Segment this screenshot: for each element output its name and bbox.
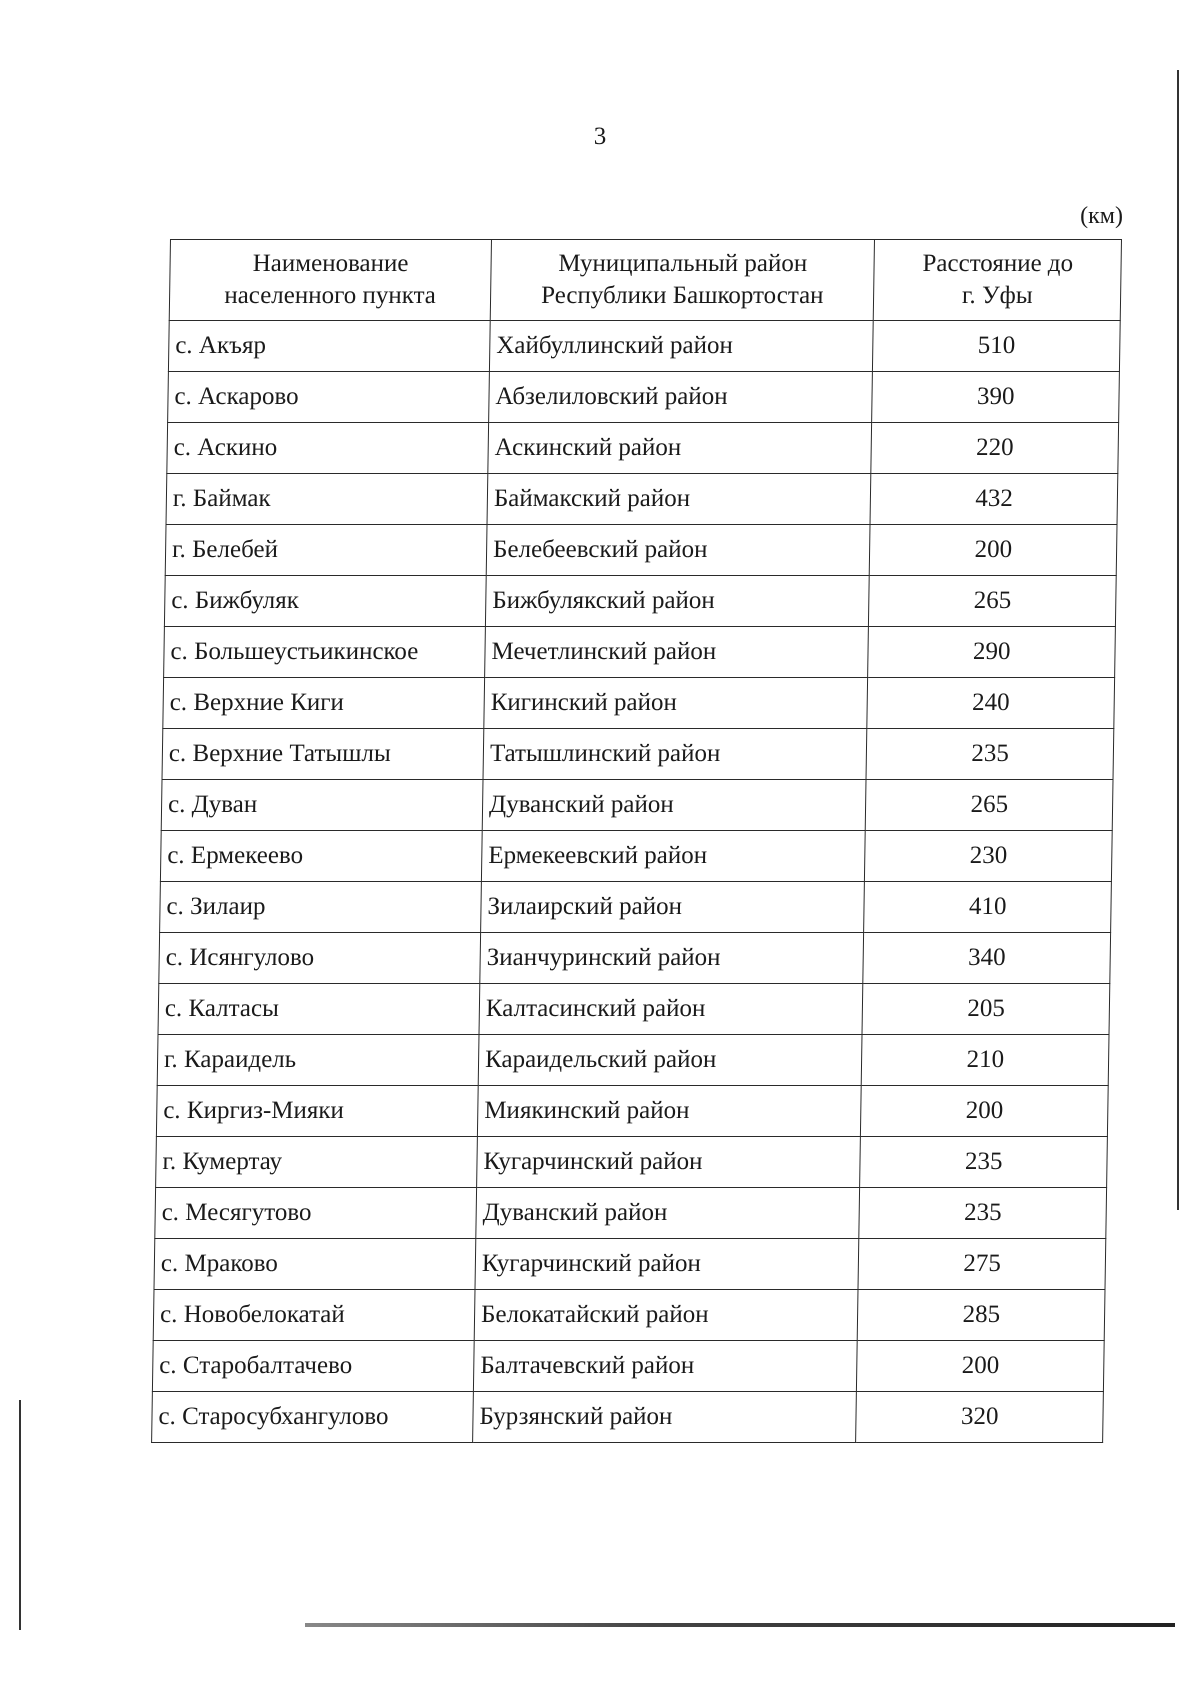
distance-cell: 275 bbox=[858, 1239, 1105, 1290]
table-header-row bbox=[169, 240, 1121, 321]
district-cell: Зилаирский район bbox=[481, 882, 865, 933]
distance-cell: 265 bbox=[869, 576, 1116, 627]
district-cell: Аскинский район bbox=[488, 423, 872, 474]
district-cell: Мечетлинский район bbox=[485, 627, 869, 678]
scan-edge-bottom bbox=[305, 1623, 1175, 1627]
table-row bbox=[156, 1086, 1108, 1137]
distance-cell: 235 bbox=[859, 1188, 1106, 1239]
table-row bbox=[162, 729, 1114, 780]
table-row bbox=[163, 678, 1115, 729]
table-row bbox=[165, 525, 1117, 576]
distance-cell: 200 bbox=[857, 1341, 1104, 1392]
settlement-name-cell: с. Месягутово bbox=[155, 1188, 477, 1239]
settlement-name-cell: с. Зилаир bbox=[160, 882, 482, 933]
settlement-name-cell: с. Аскино bbox=[167, 423, 489, 474]
table-row bbox=[160, 882, 1112, 933]
settlement-name-cell: с. Исянгулово bbox=[159, 933, 481, 984]
table-row bbox=[152, 1392, 1104, 1443]
district-cell: Дуванский район bbox=[482, 780, 866, 831]
settlement-name-cell: с. Верхние Киги bbox=[163, 678, 485, 729]
distance-cell: 320 bbox=[856, 1392, 1103, 1443]
distance-cell: 235 bbox=[860, 1137, 1107, 1188]
header-municipal-district-line: Муниципальный район bbox=[558, 250, 808, 277]
settlement-name-cell: с. Акъяр bbox=[168, 321, 490, 372]
distance-cell: 410 bbox=[864, 882, 1111, 933]
table-row bbox=[160, 831, 1112, 882]
distance-cell: 290 bbox=[868, 627, 1115, 678]
table-row bbox=[157, 1035, 1109, 1086]
scan-edge-right bbox=[1177, 70, 1179, 1210]
settlement-name-cell: с. Верхние Татышлы bbox=[162, 729, 484, 780]
table-row bbox=[156, 1137, 1108, 1188]
table-row bbox=[152, 1341, 1104, 1392]
district-cell: Балтачевский район bbox=[473, 1341, 857, 1392]
header-distance bbox=[874, 240, 1122, 321]
distance-cell: 220 bbox=[871, 423, 1118, 474]
distance-cell: 265 bbox=[866, 780, 1113, 831]
district-cell: Караидельский район bbox=[478, 1035, 862, 1086]
distance-cell: 240 bbox=[867, 678, 1114, 729]
unit-label: (км) bbox=[1080, 203, 1123, 229]
distance-table bbox=[151, 239, 1122, 1443]
settlement-name-cell: с. Большеустьикинское bbox=[164, 627, 486, 678]
settlement-name-cell: г. Баймак bbox=[166, 474, 488, 525]
distance-cell: 210 bbox=[862, 1035, 1109, 1086]
settlement-name-cell: с. Новобелокатай bbox=[153, 1290, 475, 1341]
table-row bbox=[154, 1239, 1106, 1290]
settlement-name-cell: с. Ермекеево bbox=[160, 831, 482, 882]
district-cell: Баймакский район bbox=[487, 474, 871, 525]
header-settlement-name bbox=[169, 240, 491, 321]
settlement-name-cell: с. Мраково bbox=[154, 1239, 476, 1290]
settlement-name-cell: с. Старобалтачево bbox=[152, 1341, 474, 1392]
district-cell: Абзелиловский район bbox=[489, 372, 873, 423]
header-settlement-name-line: Наименование bbox=[252, 250, 409, 277]
settlement-name-cell: с. Киргиз-Мияки bbox=[156, 1086, 478, 1137]
settlement-name-cell: с. Дуван bbox=[161, 780, 483, 831]
table-body bbox=[152, 321, 1121, 1443]
table-row bbox=[166, 474, 1118, 525]
district-cell: Ермекеевский район bbox=[481, 831, 865, 882]
distance-cell: 205 bbox=[862, 984, 1109, 1035]
district-cell: Дуванский район bbox=[476, 1188, 860, 1239]
table-row bbox=[167, 423, 1119, 474]
table-row bbox=[168, 372, 1120, 423]
table-row bbox=[164, 627, 1116, 678]
settlement-name-cell: с. Калтасы bbox=[158, 984, 480, 1035]
distance-cell: 390 bbox=[872, 372, 1119, 423]
district-cell: Хайбуллинский район bbox=[489, 321, 873, 372]
district-cell: Калтасинский район bbox=[479, 984, 863, 1035]
district-cell: Бижбулякский район bbox=[485, 576, 869, 627]
header-municipal-district bbox=[490, 240, 875, 321]
header-settlement-name-line: населенного пункта bbox=[224, 282, 437, 309]
table-row bbox=[158, 984, 1110, 1035]
settlement-name-cell: с. Аскарово bbox=[168, 372, 490, 423]
table-row bbox=[161, 780, 1113, 831]
distance-cell: 340 bbox=[863, 933, 1110, 984]
page-number: 3 bbox=[593, 123, 607, 150]
settlement-name-cell: г. Караидель bbox=[157, 1035, 479, 1086]
table-row bbox=[168, 321, 1120, 372]
distance-cell: 285 bbox=[858, 1290, 1105, 1341]
table-row bbox=[155, 1188, 1107, 1239]
distance-cell: 230 bbox=[865, 831, 1112, 882]
distance-cell: 200 bbox=[861, 1086, 1108, 1137]
settlement-name-cell: г. Кумертау bbox=[156, 1137, 478, 1188]
settlement-name-cell: с. Бижбуляк bbox=[164, 576, 486, 627]
settlement-name-cell: г. Белебей bbox=[165, 525, 487, 576]
table-row bbox=[153, 1290, 1105, 1341]
table-row bbox=[164, 576, 1116, 627]
district-cell: Белебеевский район bbox=[486, 525, 870, 576]
distance-cell: 432 bbox=[870, 474, 1117, 525]
header-municipal-district-line: Республики Башкортостан bbox=[540, 282, 824, 309]
distance-cell: 200 bbox=[870, 525, 1117, 576]
table-row bbox=[159, 933, 1111, 984]
header-distance-line: г. Уфы bbox=[961, 282, 1033, 309]
district-cell: Зианчуринский район bbox=[480, 933, 864, 984]
distance-cell: 510 bbox=[873, 321, 1120, 372]
header-distance-line: Расстояние до bbox=[922, 250, 1074, 277]
district-cell: Кугарчинский район bbox=[475, 1239, 859, 1290]
settlement-name-cell: с. Старосубхангулово bbox=[152, 1392, 474, 1443]
district-cell: Кигинский район bbox=[484, 678, 868, 729]
district-cell: Татышлинский район bbox=[483, 729, 867, 780]
distance-cell: 235 bbox=[866, 729, 1113, 780]
district-cell: Белокатайский район bbox=[474, 1290, 858, 1341]
district-cell: Бурзянский район bbox=[473, 1392, 857, 1443]
scan-edge-left bbox=[19, 1400, 21, 1630]
district-cell: Миякинский район bbox=[477, 1086, 861, 1137]
district-cell: Кугарчинский район bbox=[477, 1137, 861, 1188]
